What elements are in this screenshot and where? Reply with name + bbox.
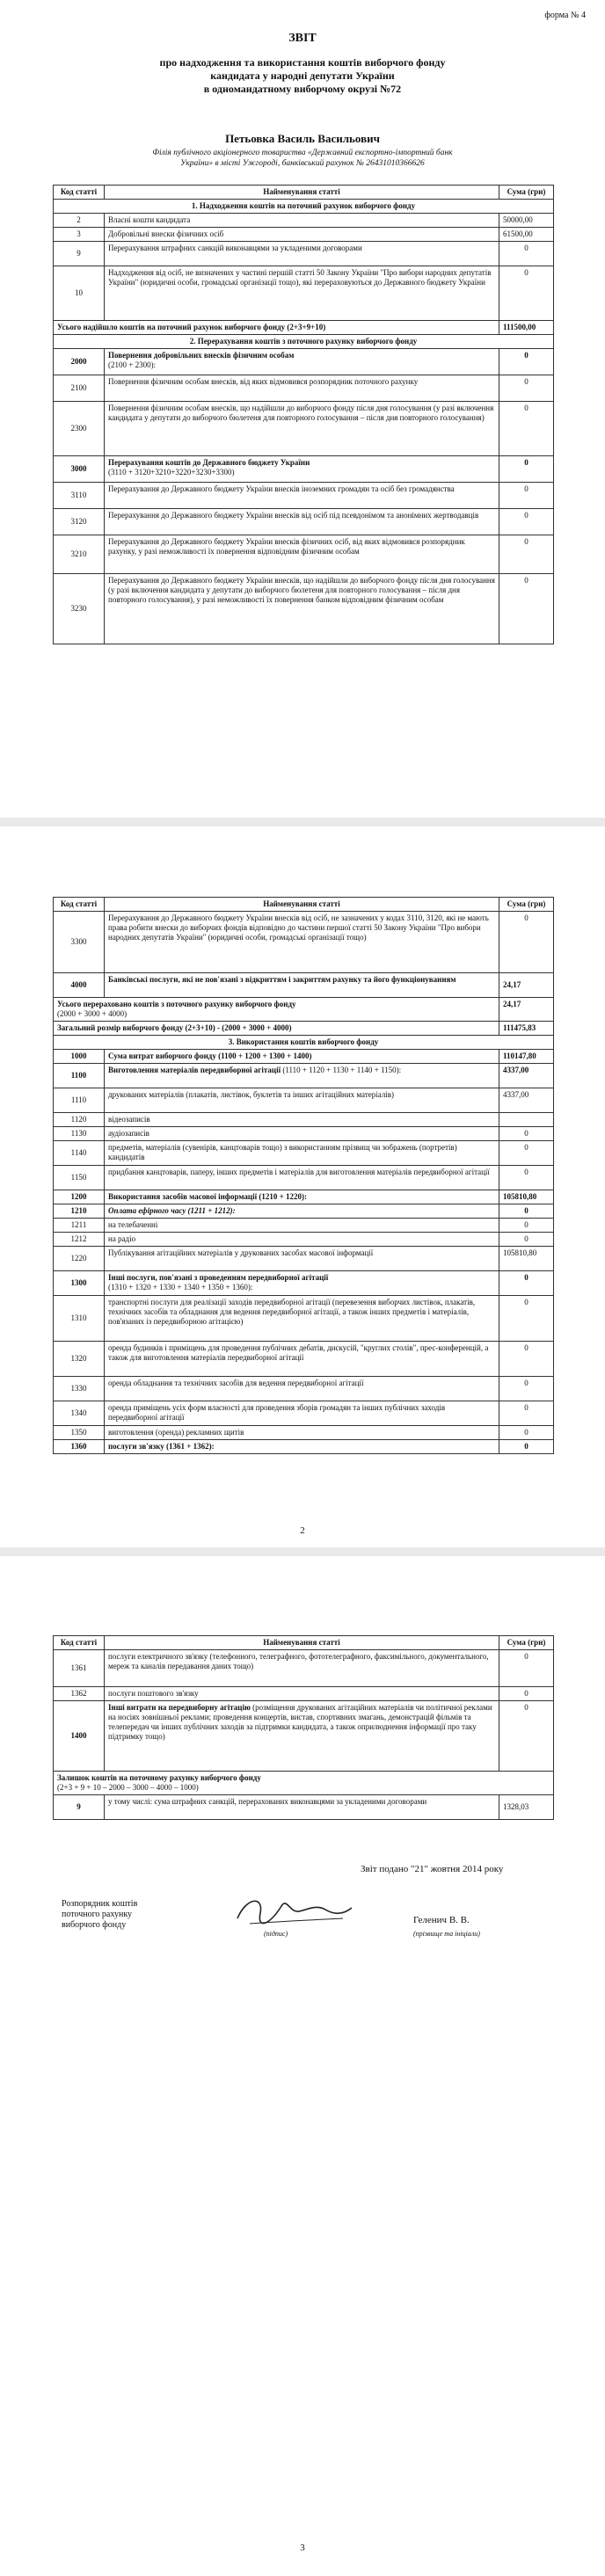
signature-image [229, 1888, 361, 1932]
page-1 [0, 0, 605, 818]
page-2 [0, 826, 605, 1547]
title-line-3: в одномандатному виборчому окрузі №72 [203, 83, 402, 95]
report-table-3 [53, 1635, 554, 1820]
section-1-header: 1. Надходження коштів на поточний рахунок виборчого фонду [54, 200, 554, 214]
table-row: 2300 Повернення фізичним особам внесків, що надійшли до виборчого фонду після дня голосування (у разі включення кандидата у депутати до виборчого бюлетеня для повторного голосування – після дня повторного голосування) 0 [54, 402, 554, 456]
table-row: 3120 Перерахування до Державного бюджету України внесків від осіб під псевдонімом та анонімних жертводавців 0 [54, 509, 554, 535]
candidate-name: Петьовка Василь Васильович [225, 132, 380, 145]
table-row: 3210 Перерахування до Державного бюджету України внесків фізичних осіб, від яких відмовився розпорядник рахунку, у разі неможливості їх повернення відповідним фізичним особам 0 [54, 535, 554, 574]
col-sum: Сума (грн) [499, 1636, 554, 1650]
table-row: 1150 придбання канцтоварів, паперу, інших предметів і матеріалів для виготовлення матеріалів передвиборної агітації 0 [54, 1166, 554, 1190]
table-row: 1340 оренда приміщень усіх форм власності для проведення зборів громадян та інших публічних заходів передвиборної агітації 0 [54, 1401, 554, 1426]
bank-details [62, 148, 543, 169]
table-header [54, 1636, 554, 1650]
col-sum: Сума (грн) [499, 898, 554, 912]
table-row: 1330 оренда обладнання та технічних засобів для ведення передвиборної агітації 0 [54, 1377, 554, 1401]
table-row: 4000 Банківські послуги, які не пов'язані з відкриттям і закриттям рахунку та його функціонуванням 24,17 [54, 973, 554, 998]
total-transfer-row: Усього перераховано коштів з поточного рахунку виборчого фонду (2000 + 3000 + 4000) 24,17 [54, 998, 554, 1022]
table-row: 1362 послуги поштового зв'язку 0 [54, 1687, 554, 1701]
total-fund-row: Загальний розмір виборчого фонду (2+3+10) - (2000 + 3000 + 4000) 111475,83 [54, 1022, 554, 1036]
section-3-header: 3. Використання коштів виборчого фонду [54, 1036, 554, 1050]
signer-caption: (прізвище та ініціали) [413, 1930, 480, 1938]
table-row: 1310 транспортні послуги для реалізації заходів передвиборної агітації (перевезення виборчих листівок, плакатів, технічних засобів та обладнання для ведення передвиборної агітації, а також інших предметів і матеріалів, пов'язаних із передвиборною агітацією) 0 [54, 1296, 554, 1342]
table-row: 1320 оренда будинків і приміщень для проведення публічних дебатів, дискусій, "круглих столів", прес-конференцій, а також для виготовлення матеріалів передвиборної агітації 0 [54, 1342, 554, 1377]
table-row: 1350 виготовлення (оренда) рекламних щитів 0 [54, 1426, 554, 1440]
table-row: 9 у тому числі: сума штрафних санкцій, перерахованих виконавцями за укладеними договорами 1328,03 [54, 1795, 554, 1820]
col-name: Найменування статті [105, 186, 499, 200]
table-header [54, 186, 554, 200]
table-row: 1210 Оплата ефірного часу (1211 + 1212): 0 [54, 1204, 554, 1219]
page-3 [0, 1556, 605, 2576]
manager-label: Розпорядник коштів поточного рахунку виборчого фонду [62, 1899, 138, 1930]
report-title: ЗВІТ [288, 32, 317, 45]
signature-caption: (підпис) [264, 1930, 288, 1938]
table-row: 1140 предметів, матеріалів (сувенірів, канцтоварів тощо) з використанням прізвищ чи зображень (портретів) кандидатів 0 [54, 1141, 554, 1166]
page-number: 2 [300, 1525, 305, 1536]
table-row: 1300 Інші послуги, пов'язані з проведенням передвиборної агітації (1310 + 1320 + 1330 + 1340 + 1350 + 1360): 0 [54, 1271, 554, 1296]
report-table-1 [53, 185, 554, 644]
col-name: Найменування статті [105, 1636, 499, 1650]
table-row: 1400 Інші витрати на передвиборну агітацію (розміщення друкованих агітаційних матеріалів чи політичної реклами на носіях зовнішньої реклами; проведення концертів, вистав, спортивних змагань, демонстрацій фільмів та телепередач чи інших публічних заходів за підтримки кандидата, а також оприлюднення інформації про таку підтримку тощо) 0 [54, 1701, 554, 1772]
form-number: форма № 4 [544, 11, 586, 20]
title-line-1: про надходження та використання коштів виборчого фонду [159, 56, 446, 69]
table-row: 1360 послуги зв'язку (1361 + 1362): 0 [54, 1440, 554, 1454]
table-row: 1200 Використання засобів масової інформації (1210 + 1220): 105810,80 [54, 1190, 554, 1204]
table-row: 2000 Повернення добровільних внесків фізичним особам (2100 + 2300): 0 [54, 349, 554, 375]
table-row: 1100 Виготовлення матеріалів передвиборної агітації (1110 + 1120 + 1130 + 1140 + 1150): 4337,00 [54, 1064, 554, 1088]
table-row: 1110 друкованих матеріалів (плакатів, листівок, буклетів та інших агітаційних матеріалів) 4337,00 [54, 1088, 554, 1113]
table-row: 1130 аудіозаписів 0 [54, 1127, 554, 1141]
title-line-2: кандидата у народні депутати України [210, 69, 395, 82]
table-row: 1212 на радіо 0 [54, 1233, 554, 1247]
table-row: 1220 Публікування агітаційних матеріалів у друкованих засобах масової інформації 105810,80 [54, 1247, 554, 1271]
bank-line-1: Філія публічного акціонерного товариства «Державний експортно-імпортний банк [152, 149, 453, 157]
table-row: 2 Власні кошти кандидата 50000,00 [54, 214, 554, 228]
table-row: 3300 Перерахування до Державного бюджету України внесків від осіб, не зазначених у кодах 3110, 3120, які не мають права робити внески до виборчих фондів відповідно до частини першої статті 50 Закону України "Про вибори народних депутатів України" (юридичні особи, громадські організації тощо) 0 [54, 912, 554, 973]
table-row: 3000 Перерахування коштів до Державного бюджету України (3110 + 3120+3210+3220+3230+3300) 0 [54, 456, 554, 483]
table-row: 10 Надходження від осіб, не визначених у частині першій статті 50 Закону України "Про вибори народних депутатів України" (юридичні особи, громадські організації тощо), які перераховуються до Державного бюджету України 0 [54, 266, 554, 321]
col-code: Код статті [54, 1636, 105, 1650]
table-row: 1361 послуги електричного зв'язку (телефонного, телеграфного, фототелеграфного, факсимільного, документального, мереж та каналів передавання даних тощо) 0 [54, 1650, 554, 1687]
table-row: 1000 Сума витрат виборчого фонду (1100 + 1200 + 1300 + 1400) 110147,80 [54, 1050, 554, 1064]
col-sum: Сума (грн) [499, 186, 554, 200]
bank-line-2: України» в місті Ужгороді, банківський рахунок № 26431010366626 [180, 159, 425, 168]
page-number: 3 [300, 2543, 305, 2553]
table-row: 3230 Перерахування до Державного бюджету України внесків, що надійшли до виборчого фонду після дня голосування (у разі включення кандидата у депутати до виборчого бюлетеня для повторного голосування – після дня повторного голосування), у разі неможливості їх повернення банком відповідним фізичним особам 0 [54, 574, 554, 644]
table-header [54, 898, 554, 912]
col-code: Код статті [54, 186, 105, 200]
table-row: 1211 на телебаченні 0 [54, 1219, 554, 1233]
table-row: 3 Добровільні внески фізичних осіб 61500,00 [54, 228, 554, 242]
signer-name: Геленич В. В. [413, 1915, 470, 1925]
table-row: 9 Перерахування штрафних санкцій виконавцями за укладеними договорами 0 [54, 242, 554, 266]
total-income-row: Усього надійшло коштів на поточний рахунок виборчого фонду (2+3+9+10) 111500,00 [54, 321, 554, 335]
remaining-funds-row: Залишок коштів на поточному рахунку виборчого фонду (2+3 + 9 + 10 – 2000 – 3000 – 4000 – 1000) [54, 1772, 554, 1795]
table-row: 2100 Повернення фізичним особам внесків, від яких відмовився розпорядник поточного рахунку 0 [54, 375, 554, 402]
submitted-date: Звіт подано "21" жовтня 2014 року [361, 1864, 504, 1874]
section-2-header: 2. Перерахування коштів з поточного рахунку виборчого фонду [54, 335, 554, 349]
table-row: 1120 відеозаписів [54, 1113, 554, 1127]
col-code: Код статті [54, 898, 105, 912]
col-name: Найменування статті [105, 898, 499, 912]
table-row: 3110 Перерахування до Державного бюджету України внесків іноземних громадян та осіб без громадянства 0 [54, 483, 554, 509]
report-table-2 [53, 897, 554, 1454]
